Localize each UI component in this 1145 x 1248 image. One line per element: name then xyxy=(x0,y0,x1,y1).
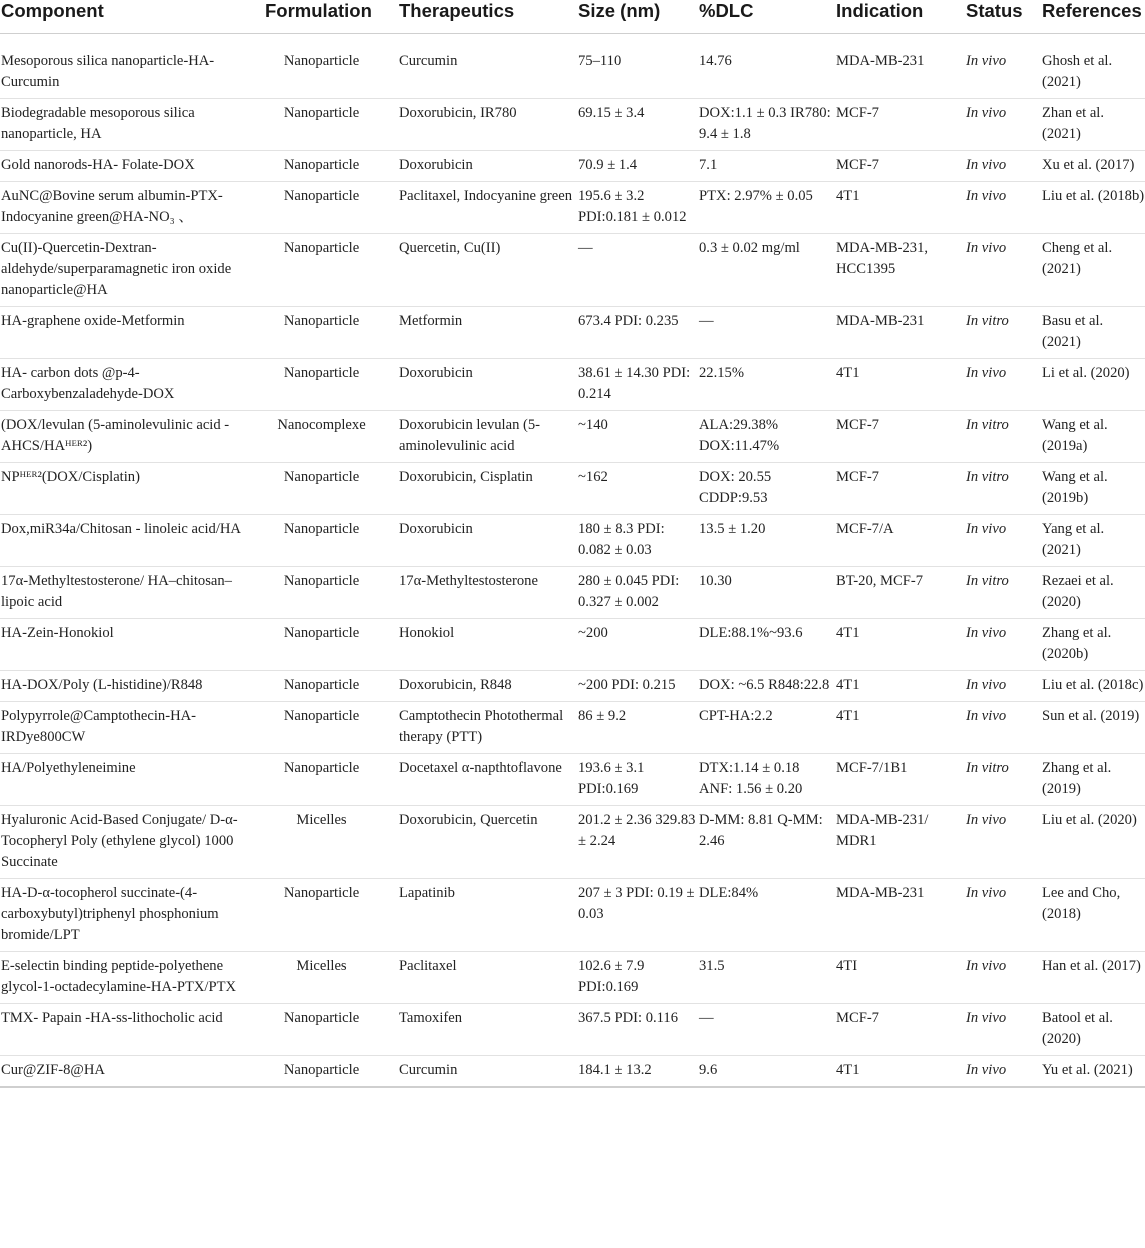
therapeutics-cell: Camptothecin Photothermal therapy (PTT) xyxy=(398,702,577,754)
size-cell: — xyxy=(577,234,698,307)
size-cell: 280 ± 0.045 PDI: 0.327 ± 0.002 xyxy=(577,567,698,619)
references-cell: Zhang et al. (2019) xyxy=(1041,754,1145,806)
status-cell: In vivo xyxy=(965,34,1041,99)
dlc-cell: DLE:84% xyxy=(698,879,835,952)
references-cell: Zhan et al. (2021) xyxy=(1041,99,1145,151)
size-cell: 673.4 PDI: 0.235 xyxy=(577,307,698,359)
indication-cell: MCF-7 xyxy=(835,99,965,151)
component-cell: HA-graphene oxide-Metformin xyxy=(0,307,264,359)
references-cell: Ghosh et al. (2021) xyxy=(1041,34,1145,99)
references-cell: Lee and Cho, (2018) xyxy=(1041,879,1145,952)
size-cell: 184.1 ± 13.2 xyxy=(577,1056,698,1088)
references-cell: Liu et al. (2018b) xyxy=(1041,182,1145,234)
status-cell: In vitro xyxy=(965,567,1041,619)
formulation-cell: Micelles xyxy=(264,806,398,879)
table-row xyxy=(0,754,1145,806)
therapeutics-cell: Doxorubicin levulan (5-aminolevulinic acid xyxy=(398,411,577,463)
dlc-cell: DOX:1.1 ± 0.3 IR780: 9.4 ± 1.8 xyxy=(698,99,835,151)
formulation-cell: Nanoparticle xyxy=(264,1056,398,1088)
dlc-cell: 9.6 xyxy=(698,1056,835,1088)
formulation-cell: Nanoparticle xyxy=(264,307,398,359)
status-cell: In vitro xyxy=(965,463,1041,515)
indication-cell: 4T1 xyxy=(835,702,965,754)
size-cell: 38.61 ± 14.30 PDI: 0.214 xyxy=(577,359,698,411)
therapeutics-cell: Metformin xyxy=(398,307,577,359)
size-cell: 70.9 ± 1.4 xyxy=(577,151,698,182)
status-cell: In vivo xyxy=(965,702,1041,754)
indication-cell: MDA-MB-231, HCC1395 xyxy=(835,234,965,307)
formulation-cell: Nanoparticle xyxy=(264,671,398,702)
dlc-cell: PTX: 2.97% ± 0.05 xyxy=(698,182,835,234)
component-cell: 17α-Methyltestosterone/ HA–chitosan–lipoic acid xyxy=(0,567,264,619)
header-indication: Indication xyxy=(835,0,965,34)
references-cell: Xu et al. (2017) xyxy=(1041,151,1145,182)
status-cell: In vivo xyxy=(965,359,1041,411)
size-cell: ~162 xyxy=(577,463,698,515)
therapeutics-cell: Curcumin xyxy=(398,34,577,99)
header-therapeutics: Therapeutics xyxy=(398,0,577,34)
indication-cell: MCF-7/1B1 xyxy=(835,754,965,806)
references-cell: Wang et al. (2019a) xyxy=(1041,411,1145,463)
therapeutics-cell: Lapatinib xyxy=(398,879,577,952)
indication-cell: BT-20, MCF-7 xyxy=(835,567,965,619)
component-cell: HA- carbon dots @p-4-Carboxybenzaladehyde-DOX xyxy=(0,359,264,411)
table-row xyxy=(0,806,1145,879)
indication-cell: 4T1 xyxy=(835,1056,965,1088)
status-cell: In vivo xyxy=(965,952,1041,1004)
status-cell: In vivo xyxy=(965,1056,1041,1088)
size-cell: 207 ± 3 PDI: 0.19 ± 0.03 xyxy=(577,879,698,952)
table-row xyxy=(0,567,1145,619)
size-cell: 195.6 ± 3.2 PDI:0.181 ± 0.012 xyxy=(577,182,698,234)
dlc-cell: DOX: ~6.5 R848:22.8 xyxy=(698,671,835,702)
dlc-cell: DOX: 20.55 CDDP:9.53 xyxy=(698,463,835,515)
formulation-cell: Nanoparticle xyxy=(264,619,398,671)
table-row xyxy=(0,182,1145,234)
status-cell: In vivo xyxy=(965,806,1041,879)
dlc-cell: 0.3 ± 0.02 mg/ml xyxy=(698,234,835,307)
formulation-cell: Nanoparticle xyxy=(264,182,398,234)
table-row xyxy=(0,619,1145,671)
dlc-cell: — xyxy=(698,1004,835,1056)
references-cell: Yang et al. (2021) xyxy=(1041,515,1145,567)
header-size: Size (nm) xyxy=(577,0,698,34)
status-cell: In vitro xyxy=(965,754,1041,806)
header-references: References xyxy=(1041,0,1145,34)
header-dlc: %DLC xyxy=(698,0,835,34)
therapeutics-cell: Paclitaxel xyxy=(398,952,577,1004)
dlc-cell: 10.30 xyxy=(698,567,835,619)
indication-cell: MDA-MB-231 xyxy=(835,307,965,359)
component-cell: NPᴴᴱᴿ²(DOX/Cisplatin) xyxy=(0,463,264,515)
table-row xyxy=(0,515,1145,567)
component-cell: Gold nanorods-HA- Folate-DOX xyxy=(0,151,264,182)
formulation-cell: Nanoparticle xyxy=(264,234,398,307)
table-row xyxy=(0,99,1145,151)
therapeutics-cell: Doxorubicin xyxy=(398,151,577,182)
indication-cell: 4T1 xyxy=(835,182,965,234)
header-formulation: Formulation xyxy=(264,0,398,34)
component-cell: HA/Polyethyleneimine xyxy=(0,754,264,806)
dlc-cell: 7.1 xyxy=(698,151,835,182)
size-cell: 201.2 ± 2.36 329.83 ± 2.24 xyxy=(577,806,698,879)
size-cell: 367.5 PDI: 0.116 xyxy=(577,1004,698,1056)
table-row xyxy=(0,234,1145,307)
indication-cell: MDA-MB-231/ MDR1 xyxy=(835,806,965,879)
size-cell: 75–110 xyxy=(577,34,698,99)
table-row xyxy=(0,307,1145,359)
size-cell: 86 ± 9.2 xyxy=(577,702,698,754)
dlc-cell: DTX:1.14 ± 0.18 ANF: 1.56 ± 0.20 xyxy=(698,754,835,806)
formulation-cell: Nanoparticle xyxy=(264,702,398,754)
component-cell: HA-Zein-Honokiol xyxy=(0,619,264,671)
table-row xyxy=(0,34,1145,99)
formulation-cell: Nanoparticle xyxy=(264,463,398,515)
status-cell: In vivo xyxy=(965,879,1041,952)
formulation-cell: Nanoparticle xyxy=(264,754,398,806)
size-cell: 180 ± 8.3 PDI: 0.082 ± 0.03 xyxy=(577,515,698,567)
table-body xyxy=(0,34,1145,1088)
references-cell: Wang et al. (2019b) xyxy=(1041,463,1145,515)
dlc-cell: 13.5 ± 1.20 xyxy=(698,515,835,567)
indication-cell: MCF-7 xyxy=(835,411,965,463)
size-cell: ~200 xyxy=(577,619,698,671)
component-cell: (DOX/levulan (5-aminolevulinic acid -AHCS/HAᴴᴱᴿ²) xyxy=(0,411,264,463)
dlc-cell: ALA:29.38% DOX:11.47% xyxy=(698,411,835,463)
therapeutics-cell: Doxorubicin xyxy=(398,359,577,411)
therapeutics-cell: Doxorubicin, IR780 xyxy=(398,99,577,151)
indication-cell: MCF-7 xyxy=(835,1004,965,1056)
references-cell: Cheng et al. (2021) xyxy=(1041,234,1145,307)
component-cell: Dox,miR34a/Chitosan - linoleic acid/HA xyxy=(0,515,264,567)
component-cell: HA-D-α-tocopherol succinate-(4-carboxybutyl)triphenyl phosphonium bromide/LPT xyxy=(0,879,264,952)
references-cell: Han et al. (2017) xyxy=(1041,952,1145,1004)
status-cell: In vivo xyxy=(965,234,1041,307)
therapeutics-cell: Paclitaxel, Indocyanine green xyxy=(398,182,577,234)
component-cell: Mesoporous silica nanoparticle-HA-Curcumin xyxy=(0,34,264,99)
references-cell: Zhang et al. (2020b) xyxy=(1041,619,1145,671)
indication-cell: MCF-7 xyxy=(835,463,965,515)
formulation-cell: Nanoparticle xyxy=(264,34,398,99)
component-cell: Cur@ZIF-8@HA xyxy=(0,1056,264,1088)
references-cell: Basu et al. (2021) xyxy=(1041,307,1145,359)
therapeutics-cell: Tamoxifen xyxy=(398,1004,577,1056)
component-cell: Polypyrrole@Camptothecin-HA-IRDye800CW xyxy=(0,702,264,754)
references-cell: Batool et al. (2020) xyxy=(1041,1004,1145,1056)
formulation-cell: Nanoparticle xyxy=(264,567,398,619)
status-cell: In vivo xyxy=(965,1004,1041,1056)
component-cell: Hyaluronic Acid-Based Conjugate/ D-α-Tocopheryl Poly (ethylene glycol) 1000 Succinate xyxy=(0,806,264,879)
component-cell: Cu(II)-Quercetin-Dextran-aldehyde/superparamagnetic iron oxide nanoparticle@HA xyxy=(0,234,264,307)
formulation-cell: Nanoparticle xyxy=(264,879,398,952)
size-cell: 69.15 ± 3.4 xyxy=(577,99,698,151)
table-row xyxy=(0,411,1145,463)
therapeutics-cell: Doxorubicin, Cisplatin xyxy=(398,463,577,515)
table-row xyxy=(0,1056,1145,1088)
table-row xyxy=(0,952,1145,1004)
status-cell: In vivo xyxy=(965,619,1041,671)
references-cell: Yu et al. (2021) xyxy=(1041,1056,1145,1088)
status-cell: In vivo xyxy=(965,182,1041,234)
status-cell: In vivo xyxy=(965,151,1041,182)
table-row xyxy=(0,1004,1145,1056)
dlc-cell: DLE:88.1%~93.6 xyxy=(698,619,835,671)
component-cell: AuNC@Bovine serum albumin-PTX-Indocyanine green@HA-NO₃ 、 xyxy=(0,182,264,234)
component-cell: E-selectin binding peptide-polyethene glycol-1-octadecylamine-HA-PTX/PTX xyxy=(0,952,264,1004)
dlc-cell: 14.76 xyxy=(698,34,835,99)
table-row xyxy=(0,463,1145,515)
references-cell: Sun et al. (2019) xyxy=(1041,702,1145,754)
therapeutics-cell: Quercetin, Cu(II) xyxy=(398,234,577,307)
dlc-cell: — xyxy=(698,307,835,359)
indication-cell: MCF-7/A xyxy=(835,515,965,567)
therapeutics-cell: Doxorubicin, R848 xyxy=(398,671,577,702)
component-cell: Biodegradable mesoporous silica nanoparticle, HA xyxy=(0,99,264,151)
therapeutics-cell: Honokiol xyxy=(398,619,577,671)
therapeutics-cell: 17α-Methyltestosterone xyxy=(398,567,577,619)
component-cell: TMX- Papain -HA-ss-lithocholic acid xyxy=(0,1004,264,1056)
references-cell: Rezaei et al. (2020) xyxy=(1041,567,1145,619)
indication-cell: MDA-MB-231 xyxy=(835,879,965,952)
indication-cell: 4TI xyxy=(835,952,965,1004)
indication-cell: MDA-MB-231 xyxy=(835,34,965,99)
table-row xyxy=(0,151,1145,182)
table-row xyxy=(0,702,1145,754)
indication-cell: 4T1 xyxy=(835,619,965,671)
formulation-cell: Nanoparticle xyxy=(264,515,398,567)
table-row xyxy=(0,671,1145,702)
formulation-cell: Micelles xyxy=(264,952,398,1004)
therapeutics-cell: Doxorubicin xyxy=(398,515,577,567)
dlc-cell: 22.15% xyxy=(698,359,835,411)
dlc-cell: CPT-HA:2.2 xyxy=(698,702,835,754)
header-status: Status xyxy=(965,0,1041,34)
status-cell: In vitro xyxy=(965,411,1041,463)
indication-cell: MCF-7 xyxy=(835,151,965,182)
status-cell: In vivo xyxy=(965,671,1041,702)
table-row xyxy=(0,879,1145,952)
formulation-cell: Nanoparticle xyxy=(264,1004,398,1056)
component-cell: HA-DOX/Poly (L-histidine)/R848 xyxy=(0,671,264,702)
status-cell: In vivo xyxy=(965,99,1041,151)
formulation-cell: Nanocomplexe xyxy=(264,411,398,463)
size-cell: 193.6 ± 3.1 PDI:0.169 xyxy=(577,754,698,806)
formulation-cell: Nanoparticle xyxy=(264,99,398,151)
size-cell: 102.6 ± 7.9 PDI:0.169 xyxy=(577,952,698,1004)
formulation-cell: Nanoparticle xyxy=(264,151,398,182)
therapeutics-cell: Curcumin xyxy=(398,1056,577,1088)
header-row xyxy=(0,0,1145,34)
table-row xyxy=(0,359,1145,411)
dlc-cell: D-MM: 8.81 Q-MM: 2.46 xyxy=(698,806,835,879)
indication-cell: 4T1 xyxy=(835,359,965,411)
status-cell: In vitro xyxy=(965,307,1041,359)
therapeutics-cell: Doxorubicin, Quercetin xyxy=(398,806,577,879)
therapeutics-cell: Docetaxel α-napthtoflavone xyxy=(398,754,577,806)
header-component: Component xyxy=(0,0,264,34)
size-cell: ~200 PDI: 0.215 xyxy=(577,671,698,702)
status-cell: In vivo xyxy=(965,515,1041,567)
references-cell: Li et al. (2020) xyxy=(1041,359,1145,411)
indication-cell: 4T1 xyxy=(835,671,965,702)
dlc-cell: 31.5 xyxy=(698,952,835,1004)
formulation-cell: Nanoparticle xyxy=(264,359,398,411)
references-cell: Liu et al. (2018c) xyxy=(1041,671,1145,702)
size-cell: ~140 xyxy=(577,411,698,463)
references-cell: Liu et al. (2020) xyxy=(1041,806,1145,879)
